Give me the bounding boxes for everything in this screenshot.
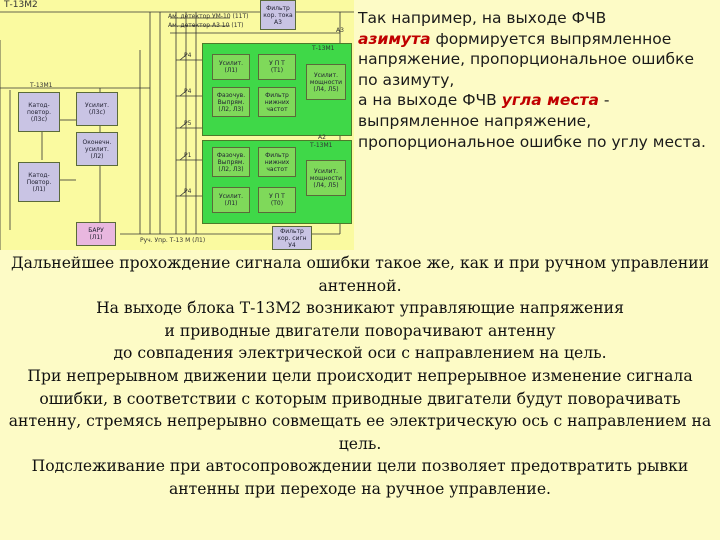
explanation-line-3-start: а на выходе ФЧВ <box>358 91 502 110</box>
unit-label-t13m1-left: Т-13М1 <box>30 82 53 89</box>
explanation-line-2: формируется выпрямленное напряжение, пропорциональное ошибке по азимуту, <box>358 29 694 89</box>
power-amp-azimuth-block: Усилит. мощности (Л4, Л5) <box>306 64 346 100</box>
paragraph-2b: и приводные двигатели поворачивают антенну <box>164 321 556 340</box>
body-text <box>4 252 716 501</box>
filter-bottom-block: Фильтр кор. сигн У4 <box>272 226 312 250</box>
paragraph-2a: На выходе блока Т-13М2 возникают управляющие напряжения <box>96 299 624 318</box>
amp-l3s-block: Усилит. (Л3с) <box>76 92 118 126</box>
unit-label-a3-small: А3 <box>336 27 344 34</box>
paragraph-1: Дальнейшее прохождение сигнала ошибки такое же, как и при ручном управлении антенной. <box>10 254 710 295</box>
relay-label: Р4 <box>184 188 192 195</box>
power-amp-elevation-block: Усилит. мощности (Л4, Л5) <box>306 160 346 196</box>
lowpass-filter-elevation-block: Фильтр нижних частот <box>258 147 296 177</box>
bottom-label: Руч. Упр. Т-13 М (Л1) <box>140 237 206 244</box>
phase-detector-azimuth-block: Фазочув. Выпрям. (Л2, Л3) <box>212 87 250 117</box>
relay-label: Р4 <box>184 88 192 95</box>
amp-l1-block: Усилит. (Л1) <box>212 54 250 80</box>
final-amp-block: Оконечн. усилит. (Л2) <box>76 132 118 166</box>
unit-label-a3: Т-13М1 <box>312 45 335 52</box>
elevation-term: угла места <box>501 91 599 110</box>
paragraph-2c: до совпадения электрической оси с направлением на цель. <box>113 344 607 363</box>
relay-label: Р4 <box>184 52 192 59</box>
explanation-line-3: - выпрямленное напряжение, пропорциональное ошибке по углу места. <box>358 91 706 151</box>
lowpass-filter-azimuth-block: Фильтр нижних частот <box>258 87 296 117</box>
cathode-follower-2-block: Катод- Повтор. (Л1) <box>18 162 60 202</box>
baru-block: БАРУ (Л1) <box>76 222 116 246</box>
azimuth-term: азимута <box>358 29 431 48</box>
block-diagram <box>0 0 354 250</box>
ufpu-2-block: У П Т (Т0) <box>258 187 296 213</box>
ufpu-1-block: У П Т (Т1) <box>258 54 296 80</box>
filter-top-block: Фильтр кор. тока А3 <box>260 0 296 30</box>
relay-label: Р5 <box>184 120 192 127</box>
unit-label-a2-small: А2 <box>318 134 326 141</box>
unit-label-a2: Т-13М1 <box>310 142 333 149</box>
cathode-follower-1-block: Катод- повтор. (Л3с) <box>18 92 60 132</box>
relay-label: Р1 <box>184 152 192 159</box>
phase-detector-elevation-block: Фазочув. Выпрям. (Л2, Л3) <box>212 147 250 177</box>
paragraph-3: При непрерывном движении цели происходит непрерывное изменение сигнала ошибки, в соответствии с которым приводные двигатели будут поворачивать антенну, стремясь непрерывно совмещать ее электрическую ось с направлением на цель. <box>8 366 712 453</box>
top-label-1: Ам. детектор УМ-10 (11Т) <box>168 13 249 20</box>
top-label-2: Ам. детектор А3 10 (1Т) <box>168 22 244 29</box>
explanation-text <box>358 8 714 152</box>
diagram-title: Т-13М2 <box>4 0 38 10</box>
explanation-line-1: Так например, на выходе ФЧВ <box>358 9 607 27</box>
paragraph-4: Подслеживание при автосопровождении цели позволяет предотвратить рывки антенны при переходе на ручное управление. <box>31 457 689 498</box>
amp-l1b-block: Усилит. (Л1) <box>212 187 250 213</box>
